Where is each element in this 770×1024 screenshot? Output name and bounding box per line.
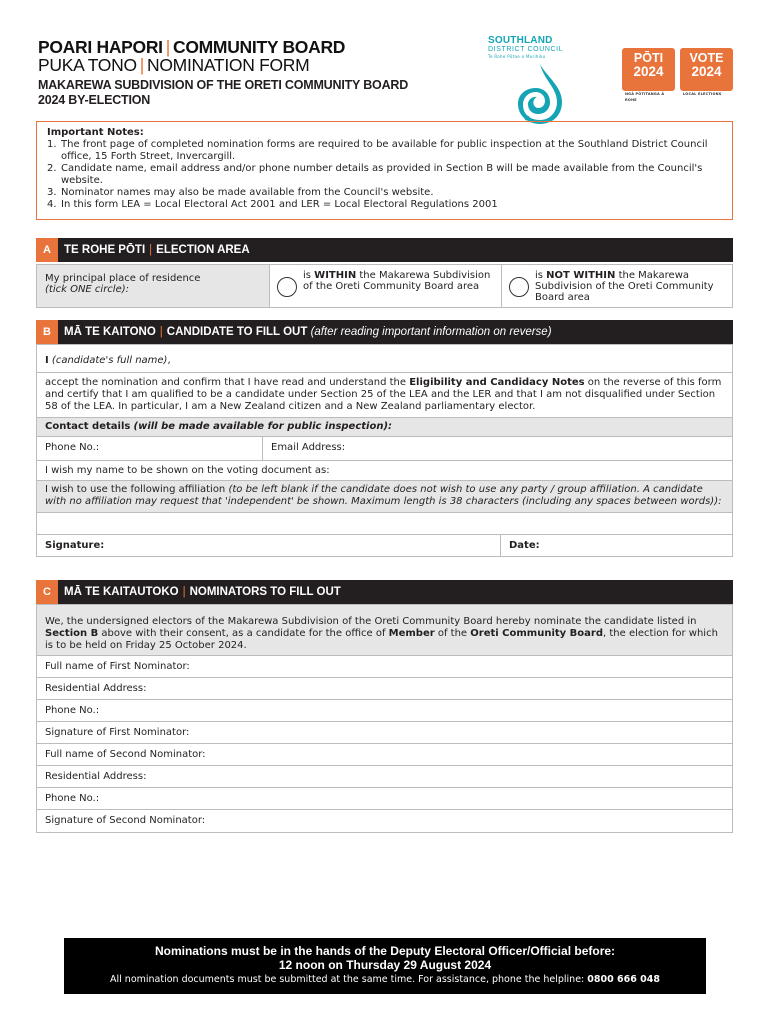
declaration-text-post: on the reverse of this form and certify that I am qualified to be a candidate under Section 25 of the LEA and the LER and that I am not disqualified under Section 58 of the LEA. In particular, I am a New Zealand citizen and a New Zealand parliamentary elector.: [45, 377, 722, 412]
field-label: Signature of Second Nominator:: [45, 815, 206, 826]
intro-text: We, the undersigned electors of the Makarewa Subdivision of the Oreti Community Board hereby nominate the candidate listed in: [45, 616, 697, 627]
deadline-line-2: 12 noon on Thursday 29 August 2024: [278, 958, 492, 972]
declaration-text-bold: Eligibility and Candidacy Notes: [409, 377, 585, 388]
vote-2024-badge: [680, 48, 733, 91]
candidate-name-field[interactable]: [37, 345, 732, 373]
contact-note: (will be made available for public inspection):: [133, 421, 393, 432]
badge-vote-year: 2024: [691, 64, 722, 79]
notes-title: Important Notes:: [47, 127, 144, 138]
council-logo-name: SOUTHLAND: [488, 35, 553, 46]
nominators-intro: [37, 605, 732, 656]
title-separator: |: [139, 55, 145, 75]
note-item: [47, 199, 722, 211]
form-name-english: NOMINATION FORM: [147, 55, 310, 75]
field-label: Phone No.:: [45, 793, 100, 804]
note-number: 3.: [47, 187, 57, 198]
section-title-maori: TE ROHE PŌTI: [64, 244, 146, 256]
affiliation-field[interactable]: [37, 513, 732, 535]
second-nominator-name-field[interactable]: [37, 744, 732, 766]
deadline-line-1: Nominations must be in the hands of the Deputy Electoral Officer/Official before:: [154, 944, 616, 958]
section-letter: B: [36, 320, 58, 344]
not-within-radio-circle[interactable]: [509, 277, 529, 297]
form-title-block: [38, 38, 468, 107]
signature-label: Signature:: [45, 540, 105, 551]
intro-text: , the election for which is to be held on Friday 25 October 2024.: [45, 628, 718, 651]
section-title-maori: MĀ TE KAITAUTOKO: [64, 586, 179, 598]
title-english: COMMUNITY BOARD: [173, 37, 346, 57]
intro-bold: Section B: [45, 628, 99, 639]
candidate-declaration: [37, 373, 732, 418]
note-text: Nominator names may also be made available from the Council's website.: [61, 187, 434, 198]
note-text: Candidate name, email address and/or phone number details as provided in Section B will be made available from the Council's website.: [61, 163, 703, 186]
option-within[interactable]: [269, 265, 501, 307]
helpline-text: All nomination documents must be submitted at the same time. For assistance, phone the helpline:: [110, 974, 588, 985]
swirl-logo-icon: [510, 62, 570, 126]
section-title-maori: MĀ TE KAITONO: [64, 326, 156, 338]
note-number: 2.: [47, 163, 57, 174]
title-separator: |: [165, 37, 170, 57]
declaration-text-pre: accept the nomination and confirm that I have read and understand the: [45, 377, 410, 388]
title-line-1: [38, 38, 468, 56]
important-notes-box: [36, 121, 733, 220]
note-item: [47, 187, 722, 199]
name-comma: ,: [167, 355, 171, 366]
badge-vote-label: VOTE: [689, 51, 724, 65]
name-hint: (candidate's full name): [51, 355, 168, 366]
candidate-form: [36, 344, 733, 557]
note-number: 1.: [47, 139, 57, 150]
within-radio-circle[interactable]: [277, 277, 297, 297]
second-nominator-address-field[interactable]: [37, 766, 732, 788]
first-nominator-signature-field[interactable]: [37, 722, 732, 744]
field-label: Residential Address:: [45, 771, 147, 782]
subtitle-line-1: MAKAREWA SUBDIVISION OF THE ORETI COMMUNITY BOARD: [38, 78, 409, 92]
title-line-2: [38, 56, 468, 74]
email-label: Email Address:: [271, 442, 346, 453]
section-b-header: [36, 320, 733, 344]
nominators-form: [36, 604, 733, 833]
note-item: [47, 139, 722, 163]
voting-name-label: I wish my name to be shown on the voting document as:: [45, 465, 330, 476]
second-nominator-signature-field[interactable]: [37, 810, 732, 832]
affiliation-label: I wish to use the following affiliation: [45, 484, 226, 495]
affiliation-heading: [37, 481, 732, 513]
section-title-english: NOMINATORS TO FILL OUT: [189, 586, 341, 598]
note-text: The front page of completed nomination forms are required to be available for public inspection at the Southland District Council office, 15 Forth Street, Invercargill.: [61, 139, 708, 162]
second-nominator-phone-field[interactable]: [37, 788, 732, 810]
form-name-maori: PUKA TONO: [38, 55, 137, 75]
helpline-line: [64, 972, 706, 987]
southland-council-logo: [486, 34, 598, 104]
council-logo-tagline: Te Rohe Pōtae o Murihiku: [488, 54, 546, 59]
option-text-pre: is: [535, 270, 547, 281]
residence-label-text: My principal place of residence: [45, 273, 201, 284]
section-title-note: (after reading important information on reverse): [310, 326, 552, 338]
option-text-post: the Makarewa Subdivision of the Oreti Community Board area: [303, 270, 491, 292]
phone-label: Phone No.:: [45, 442, 100, 453]
residence-label: [37, 265, 269, 307]
signature-field[interactable]: [37, 535, 500, 556]
section-separator: |: [149, 244, 153, 256]
section-title-english: ELECTION AREA: [156, 244, 250, 256]
section-c-header: [36, 580, 733, 604]
name-i: I: [45, 355, 49, 366]
option-not-within-text: [535, 270, 730, 303]
first-nominator-address-field[interactable]: [37, 678, 732, 700]
title-maori: POARI HAPORI: [38, 37, 163, 57]
contact-details-heading: [37, 418, 732, 437]
note-text: In this form LEA = Local Electoral Act 2001 and LER = Local Electoral Regulations 2001: [61, 199, 498, 210]
affiliation-note: (to be left blank if the candidate does not wish to use any party / group affiliation. A candidate with no affiliation may request that 'independent' be shown. Maximum length is 38 characters (including any spaces between words)):: [45, 484, 722, 507]
badge-poti-footer: NGĀ PŌTITANGA Ā ROHE: [625, 92, 665, 102]
note-item: [47, 163, 722, 187]
badge-poti-label: PŌTI: [633, 51, 664, 65]
residence-label-hint: (tick ONE circle):: [45, 284, 130, 295]
option-text-bold: NOT WITHIN: [546, 270, 616, 281]
section-letter: A: [36, 238, 58, 262]
option-text-bold: WITHIN: [314, 270, 357, 281]
election-area-row: [36, 264, 733, 308]
intro-text: of the: [434, 628, 471, 639]
contact-label: Contact details: [45, 421, 131, 432]
field-label: Signature of First Nominator:: [45, 727, 190, 738]
field-label: Phone No.:: [45, 705, 100, 716]
helpline-phone: 0800 666 048: [587, 974, 660, 985]
field-label: Residential Address:: [45, 683, 147, 694]
section-separator: |: [159, 326, 163, 338]
option-not-within[interactable]: [501, 265, 733, 307]
option-within-text: [303, 270, 498, 292]
section-separator: |: [182, 586, 186, 598]
section-title-english: CANDIDATE TO FILL OUT: [166, 326, 308, 338]
intro-bold: Member: [388, 628, 435, 639]
field-label: Full name of Second Nominator:: [45, 749, 206, 760]
field-label: Full name of First Nominator:: [45, 661, 190, 672]
badge-vote-footer: LOCAL ELECTIONS: [683, 92, 722, 96]
subtitle-line-2: 2024 BY-ELECTION: [38, 92, 151, 107]
date-field[interactable]: [500, 535, 732, 556]
date-label: Date:: [509, 540, 540, 551]
contact-row: [37, 437, 732, 461]
section-a-header: [36, 238, 733, 262]
section-letter: C: [36, 580, 58, 604]
phone-field[interactable]: [37, 437, 262, 460]
option-text-post: the Makarewa Subdivision of the Oreti Community Board area: [535, 270, 714, 303]
deadline-footer: [64, 938, 706, 994]
email-field[interactable]: [262, 437, 732, 460]
first-nominator-phone-field[interactable]: [37, 700, 732, 722]
option-text-pre: is: [303, 270, 315, 281]
first-nominator-name-field[interactable]: [37, 656, 732, 678]
council-logo-sub: DISTRICT COUNCIL: [488, 46, 564, 53]
intro-bold: Oreti Community Board: [470, 628, 603, 639]
poti-2024-badge: [622, 48, 675, 91]
subtitle: [38, 78, 468, 107]
badge-poti-year: 2024: [633, 64, 664, 79]
signature-row: [37, 535, 732, 556]
intro-text: above with their consent, as a candidate for the office of: [98, 628, 389, 639]
note-number: 4.: [47, 199, 57, 210]
voting-name-field[interactable]: [37, 461, 732, 481]
